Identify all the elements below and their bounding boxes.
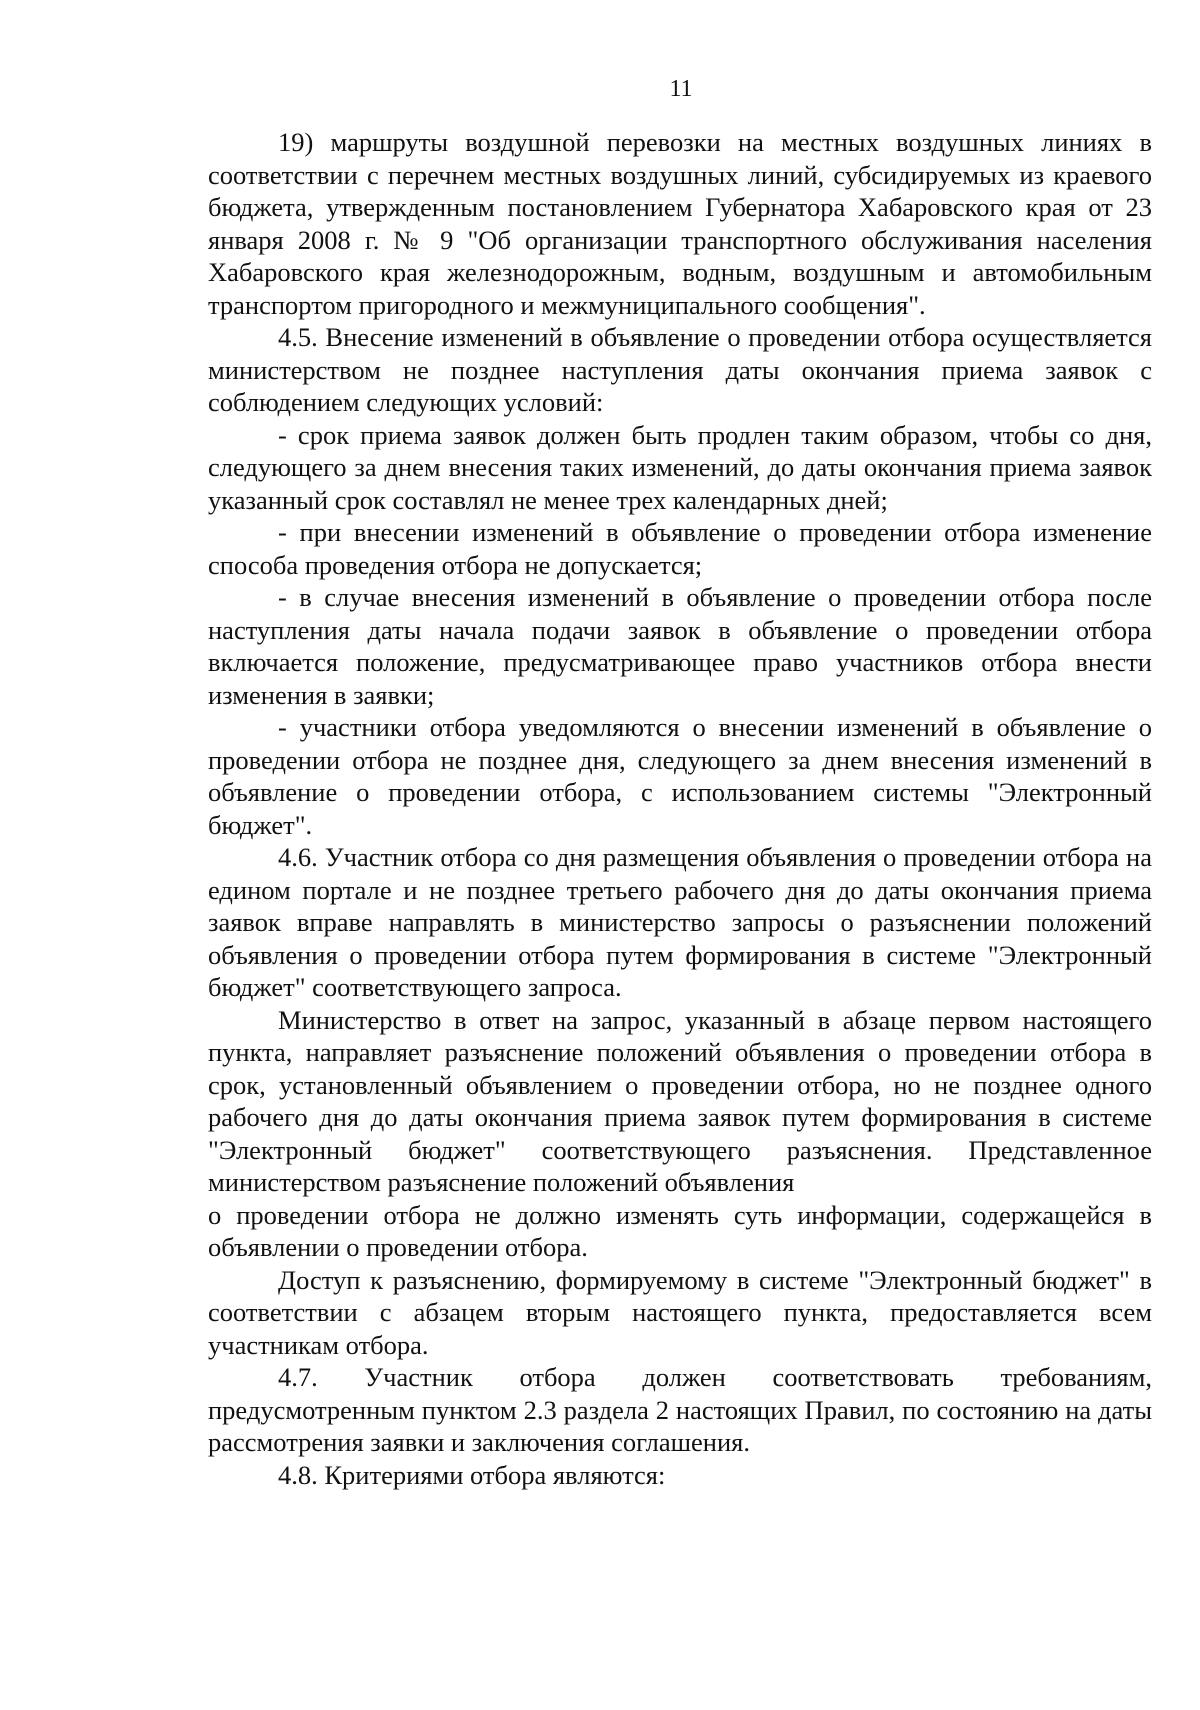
paragraph-item-19: 19) маршруты воздушной перевозки на местных воздушных линиях в соответствии с перечнем местных воздушных линий, субсидируемых из краевого бюджета, утвержденным постановлением Губернатора Хабаровского края от 23 января 2008 г. № 9 "Об организации транспортного обслуживания населения Хабаровского края железнодорожным, водным, воздушным и автомобильным транспортом пригородного и межмуниципального сообщения". — [208, 127, 1152, 320]
paragraph-clarification-continuation: о проведении отбора не должно изменять суть информации, содержащейся в объявлении о проведении отбора. — [208, 1199, 1152, 1262]
paragraph-4-7: 4.7. Участник отбора должен соответствовать требованиям, предусмотренным пунктом 2.3 раздела 2 настоящих Правил, по состоянию на даты рассмотрения заявки и заключения соглашения. — [208, 1362, 1152, 1457]
list-item-condition-4: - участники отбора уведомляются о внесении изменений в объявление о проведении отбора не позднее дня, следующего за днем внесения изменений в объявление о проведении отбора, с использованием системы "Электронный бюджет". — [208, 712, 1152, 840]
list-item-condition-2: - при внесении изменений в объявление о проведении отбора изменение способа проведения отбора не допускается; — [208, 517, 1152, 580]
paragraph-4-5: 4.5. Внесение изменений в объявление о проведении отбора осуществляется министерством не позднее наступления даты окончания приема заявок с соблюдением следующих условий: — [208, 322, 1152, 417]
paragraph-4-8: 4.8. Критериями отбора являются: — [278, 1459, 666, 1490]
paragraph-access-to-clarification: Доступ к разъяснению, формируемому в системе "Электронный бюджет" в соответствии с абзацем вторым настоящего пункта, предоставляется всем участникам отбора. — [208, 1264, 1152, 1360]
document-body — [208, 126, 1152, 1491]
list-item-condition-3: - в случае внесения изменений в объявление о проведении отбора после наступления даты начала подачи заявок в объявление о проведении отбора включается положение, предусматривающее право участников отбора внести изменения в заявки; — [208, 582, 1152, 710]
paragraph-ministry-response: Министерство в ответ на запрос, указанный в абзаце первом настоящего пункта, направляет разъяснение положений объявления о проведении отбора в срок, установленный объявлением о проведении отбора, но не позднее одного рабочего дня до даты окончания приема заявок путем формирования в системе "Электронный бюджет" соответствующего разъяснения. Представленное министерством разъяснение положений объявления — [208, 1004, 1152, 1197]
page-number: 11 — [669, 76, 693, 102]
paragraph-4-6: 4.6. Участник отбора со дня размещения объявления о проведении отбора на едином портале и не позднее третьего рабочего дня до даты окончания приема заявок вправе направлять в министерство запросы о разъяснении положений объявления о проведении отбора путем формирования в системе "Электронный бюджет" соответствующего запроса. — [208, 842, 1152, 1002]
list-item-condition-1: - срок приема заявок должен быть продлен таким образом, чтобы со дня, следующего за днем внесения таких изменений, до даты окончания приема заявок указанный срок составлял не менее трех календарных дней; — [208, 419, 1152, 515]
